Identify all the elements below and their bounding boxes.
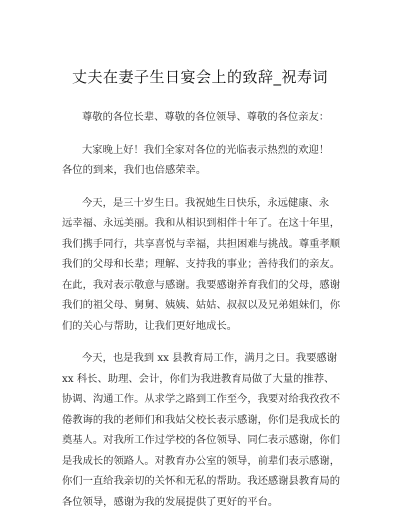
paragraph-line: 倦教诲的我的老师们和我姑父校长表示感谢，你们是我成长的 (62, 413, 341, 426)
paragraph-line: 我们的祖父母、舅舅、姨姨、姑姑、叔叔以及兄弟姐妹们，你 (62, 299, 341, 311)
paragraph-line: 我们携手同行，共享喜悦与幸福，共担困难与挑战。尊重孝顺 (62, 237, 341, 250)
paragraph-line: 今天，是三十岁生日。我祝她生日快乐，永远健康、永 (82, 196, 330, 209)
paragraph-welcome (62, 140, 348, 181)
document-title: 丈夫在妻子生日宴会上的致辞_祝寿词 (71, 68, 328, 86)
paragraph-gap (62, 181, 348, 193)
paragraph-line: 各位的到来，我们也倍感荣幸。 (62, 164, 207, 176)
paragraph-line: 尊敬的各位长辈、尊敬的各位领导、尊敬的各位亲友： (82, 111, 330, 123)
paragraph-line: xx 科长、助理、会计，你们为我进教育局做了大量的推荐、 (62, 372, 335, 385)
paragraph-line: 我们的父母和长辈；理解、支持我的事业；善待我们的亲友。 (62, 258, 341, 270)
paragraph-line: 是我成长的领路人。对教育办公室的领导，前辈们表示感谢， (62, 454, 341, 467)
paragraph-line: 各位领导，感谢为我的发展提供了更好的平台。 (62, 495, 279, 508)
paragraph-line: 大家晚上好！我们全家对各位的光临表示热烈的欢迎！ (82, 143, 330, 156)
paragraph-line: 们的关心与帮助，让我们更好地成长。 (62, 319, 238, 332)
paragraph-line: 协调、沟通工作。从求学之路到工作至今，我要对给我孜孜不 (62, 393, 341, 405)
paragraph-line: 今天，也是我到 xx 县教育局工作，满月之日。我要感谢 (82, 352, 337, 364)
paragraph-gap (62, 336, 348, 348)
paragraph-greeting (62, 107, 348, 128)
paragraph-gap (62, 128, 348, 140)
paragraph-line: 奠基人。对我所工作过学校的各位领导、同仁表示感谢，你们 (62, 434, 341, 446)
paragraph-line: 在此，我对表示敬意与感谢。我要感谢养育我们的父母，感谢 (62, 278, 341, 291)
paragraph-birthday (62, 193, 348, 337)
document-body (62, 107, 348, 512)
paragraph-line: 远幸福、永远美丽。我和从相识到相伴十年了。在这十年里， (62, 217, 341, 229)
paragraph-line: 你们一直给我亲切的关怀和无私的帮助。我还感谢县教育局的 (62, 475, 341, 487)
paragraph-work (62, 348, 348, 512)
